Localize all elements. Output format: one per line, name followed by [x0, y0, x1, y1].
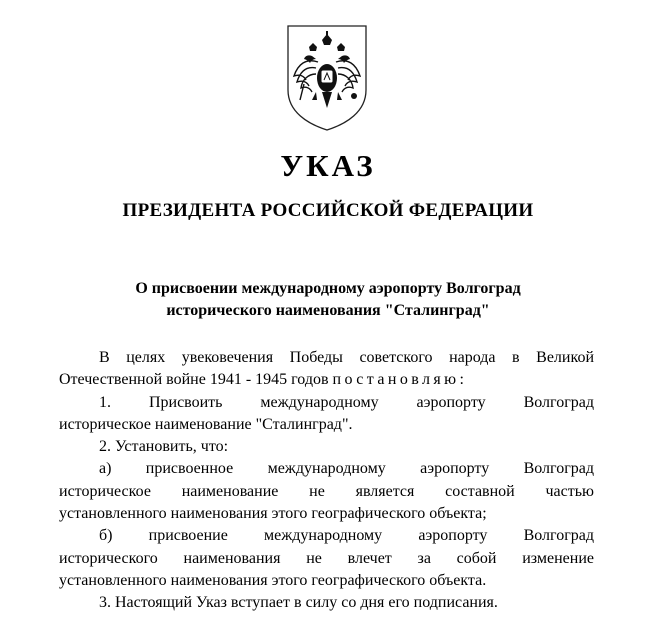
item-2a-line-2: историческое наименование не является составной частью [59, 482, 594, 500]
item-2b-line-1: б) присвоение международному аэропорту Волгоград [99, 527, 594, 545]
preamble-line-2 [59, 369, 594, 391]
heading-line-2: исторического наименования "Сталинград" [166, 302, 490, 319]
item-3: 3. Настоящий Указ вступает в силу со дня его подписания. [99, 594, 498, 612]
item-2b-line-3: установленного наименования этого географического объекта. [59, 571, 487, 589]
item-1-line-1: 1. Присвоить международному аэропорту Волгоград [99, 393, 594, 411]
item-2: 2. Установить, что: [99, 438, 229, 456]
state-emblem-icon [282, 20, 372, 132]
heading-line-1: О присвоении международному аэропорту Волгоград [135, 280, 521, 297]
decree-body [59, 347, 594, 615]
preamble-text: Отечественной войне 1941 - 1945 годов [59, 371, 329, 389]
item-2a-line-3: установленного наименования этого географического объекта; [59, 505, 487, 523]
document-subtitle: ПРЕЗИДЕНТА РОССИЙСКОЙ ФЕДЕРАЦИИ [122, 200, 534, 221]
document-title: УКАЗ [280, 148, 376, 183]
decree-heading [0, 278, 656, 322]
item-1-line-2: историческое наименование "Сталинград". [59, 415, 353, 433]
item-2b-line-2: исторического наименования не влечет за собой изменение [59, 549, 594, 567]
item-2a-line-1: а) присвоенное международному аэропорту Волгоград [99, 460, 594, 478]
preamble-line-1: В целях увековечения Победы советского народа в Великой [99, 349, 594, 366]
decree-word: постановляю: [332, 371, 468, 389]
